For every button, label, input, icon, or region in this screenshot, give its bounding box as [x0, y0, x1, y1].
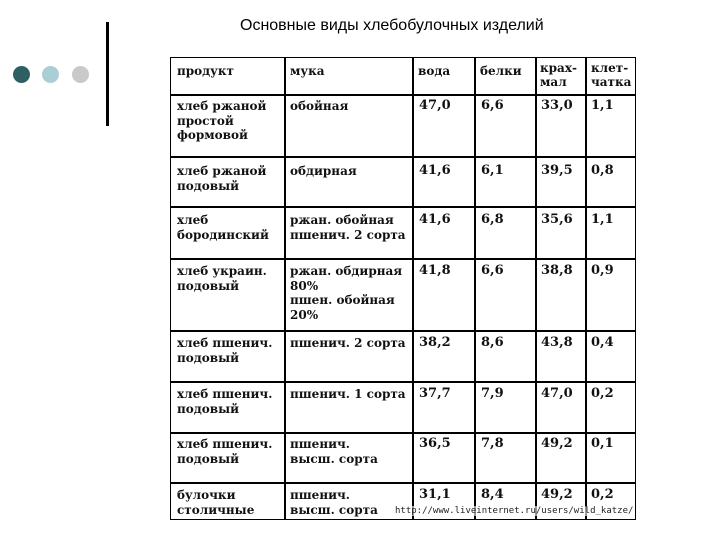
- cell-product: хлеб ржаной простой формовой: [177, 99, 267, 142]
- decor-vertical-bar: [106, 22, 109, 126]
- cell-starch: 39,5: [541, 163, 573, 178]
- data-table: [170, 57, 636, 520]
- header-protein: белки: [480, 64, 522, 78]
- table-row-divider: [171, 482, 635, 484]
- cell-fiber: 1,1: [591, 212, 614, 227]
- cell-product: хлеб бородинский: [177, 213, 269, 242]
- table-row-divider: [171, 94, 635, 96]
- header-product: продукт: [177, 64, 234, 78]
- cell-product: хлеб украин. подовый: [177, 264, 267, 293]
- cell-starch: 33,0: [541, 98, 573, 113]
- cell-fiber: 0,9: [591, 263, 614, 278]
- cell-water: 37,7: [419, 386, 451, 401]
- cell-water: 47,0: [419, 98, 451, 113]
- cell-starch: 49,2: [541, 487, 573, 502]
- cell-protein: 6,6: [481, 263, 504, 278]
- table-col-divider: [535, 58, 537, 519]
- table-col-divider: [284, 58, 286, 519]
- cell-product: хлеб пшенич. подовый: [177, 437, 273, 466]
- table-row-divider: [171, 432, 635, 434]
- table-col-divider: [412, 58, 414, 519]
- cell-fiber: 0,1: [591, 436, 614, 451]
- cell-flour: пшенич. 1 сорта: [290, 387, 406, 401]
- cell-starch: 35,6: [541, 212, 573, 227]
- cell-water: 36,5: [419, 436, 451, 451]
- cell-flour: пшенич. 2 сорта: [290, 336, 406, 350]
- decor-dot-light-blue: [42, 66, 59, 83]
- cell-fiber: 0,4: [591, 335, 614, 350]
- cell-flour: ржан. обдирная 80% пшен. обойная 20%: [290, 264, 403, 322]
- cell-product: хлеб ржаной подовый: [177, 164, 267, 193]
- cell-protein: 6,1: [481, 163, 504, 178]
- table-row-divider: [171, 206, 635, 208]
- slide-title: Основные виды хлебобулочных изделий: [240, 17, 544, 34]
- cell-water: 41,6: [419, 163, 451, 178]
- cell-starch: 47,0: [541, 386, 573, 401]
- table-row-divider: [171, 330, 635, 332]
- cell-water: 41,6: [419, 212, 451, 227]
- cell-protein: 8,4: [481, 487, 504, 502]
- cell-protein: 6,8: [481, 212, 504, 227]
- table-row-divider: [171, 258, 635, 260]
- cell-flour: пшенич. высш. сорта: [290, 437, 378, 466]
- cell-protein: 8,6: [481, 335, 504, 350]
- decor-dot-grey: [72, 66, 89, 83]
- cell-water: 41,8: [419, 263, 451, 278]
- cell-starch: 43,8: [541, 335, 573, 350]
- cell-fiber: 0,2: [591, 386, 614, 401]
- table-col-divider: [474, 58, 476, 519]
- cell-product: хлеб пшенич. подовый: [177, 387, 273, 416]
- cell-flour: обойная: [290, 99, 349, 113]
- decor-dot-dark: [13, 66, 30, 83]
- cell-flour: обдирная: [290, 164, 357, 178]
- header-water: вода: [418, 64, 451, 78]
- cell-fiber: 1,1: [591, 98, 614, 113]
- cell-water: 38,2: [419, 335, 451, 350]
- cell-product: булочки столичные: [177, 488, 255, 517]
- cell-flour: ржан. обойная пшенич. 2 сорта: [290, 213, 406, 242]
- table-row-divider: [171, 156, 635, 158]
- header-fiber: клет- чатка: [591, 61, 632, 89]
- header-flour: мука: [290, 64, 325, 78]
- header-starch: крах- мал: [540, 61, 577, 89]
- cell-fiber: 0,8: [591, 163, 614, 178]
- cell-protein: 6,6: [481, 98, 504, 113]
- cell-protein: 7,9: [481, 386, 504, 401]
- table-row-divider: [171, 381, 635, 383]
- cell-starch: 38,8: [541, 263, 573, 278]
- cell-water: 31,1: [419, 487, 451, 502]
- cell-product: хлеб пшенич. подовый: [177, 336, 273, 365]
- cell-flour: пшенич. высш. сорта: [290, 488, 378, 517]
- cell-starch: 49,2: [541, 436, 573, 451]
- table-col-divider: [585, 58, 587, 519]
- source-watermark: http://www.liveinternet.ru/users/wild_katze/: [395, 506, 634, 516]
- cell-fiber: 0,2: [591, 487, 614, 502]
- cell-protein: 7,8: [481, 436, 504, 451]
